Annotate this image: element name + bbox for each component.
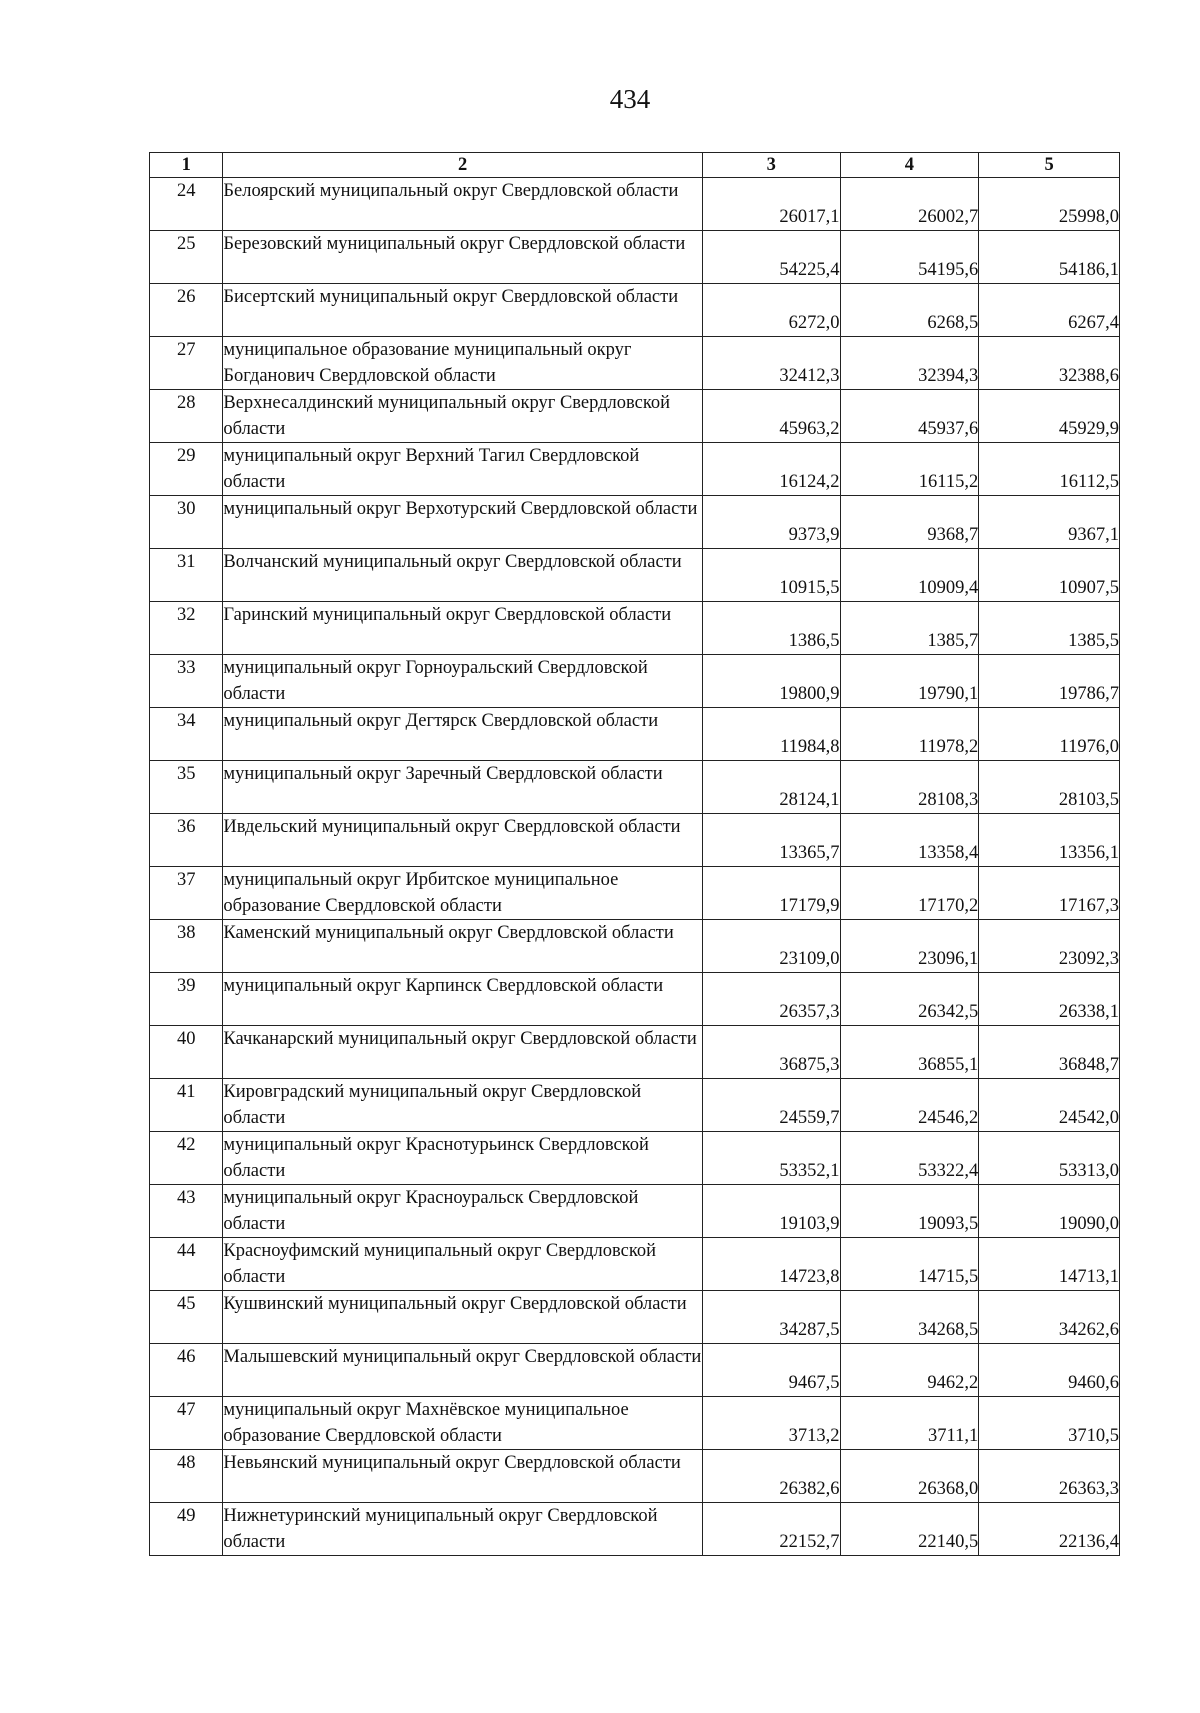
table-body <box>150 178 1120 1556</box>
value-col-4: 23096,1 <box>840 920 979 973</box>
value-col-3: 24559,7 <box>702 1079 840 1132</box>
municipality-name: Гаринский муниципальный округ Свердловской области <box>223 602 702 655</box>
table-row <box>150 920 1120 973</box>
value-col-5: 22136,4 <box>979 1503 1120 1556</box>
municipality-name: Кировградский муниципальный округ Свердловской области <box>223 1079 702 1132</box>
row-number: 39 <box>150 973 223 1026</box>
municipality-name: муниципальный округ Карпинск Свердловской области <box>223 973 702 1026</box>
value-col-5: 32388,6 <box>979 337 1120 390</box>
value-col-3: 16124,2 <box>702 443 840 496</box>
column-header-5: 5 <box>979 153 1120 178</box>
value-col-4: 13358,4 <box>840 814 979 867</box>
table-row <box>150 1397 1120 1450</box>
municipality-name: муниципальное образование муниципальный округ Богданович Свердловской области <box>223 337 702 390</box>
value-col-4: 26368,0 <box>840 1450 979 1503</box>
table-row <box>150 1344 1120 1397</box>
table-row <box>150 443 1120 496</box>
table-row <box>150 1238 1120 1291</box>
value-col-4: 53322,4 <box>840 1132 979 1185</box>
value-col-5: 6267,4 <box>979 284 1120 337</box>
row-number: 27 <box>150 337 223 390</box>
value-col-4: 9462,2 <box>840 1344 979 1397</box>
value-col-3: 26017,1 <box>702 178 840 231</box>
row-number: 32 <box>150 602 223 655</box>
municipality-name: муниципальный округ Верхотурский Свердловской области <box>223 496 702 549</box>
value-col-5: 10907,5 <box>979 549 1120 602</box>
value-col-3: 11984,8 <box>702 708 840 761</box>
value-col-5: 19786,7 <box>979 655 1120 708</box>
row-number: 41 <box>150 1079 223 1132</box>
value-col-4: 14715,5 <box>840 1238 979 1291</box>
municipality-name: Верхнесалдинский муниципальный округ Свердловской области <box>223 390 702 443</box>
table-row <box>150 496 1120 549</box>
value-col-4: 26002,7 <box>840 178 979 231</box>
value-col-4: 3711,1 <box>840 1397 979 1450</box>
value-col-3: 19800,9 <box>702 655 840 708</box>
row-number: 44 <box>150 1238 223 1291</box>
value-col-3: 53352,1 <box>702 1132 840 1185</box>
row-number: 25 <box>150 231 223 284</box>
table-row <box>150 231 1120 284</box>
value-col-5: 16112,5 <box>979 443 1120 496</box>
municipality-name: Березовский муниципальный округ Свердловской области <box>223 231 702 284</box>
column-header-4: 4 <box>840 153 979 178</box>
table-row <box>150 1450 1120 1503</box>
page-number: 434 <box>609 84 651 114</box>
row-number: 38 <box>150 920 223 973</box>
table-row <box>150 1185 1120 1238</box>
value-col-3: 6272,0 <box>702 284 840 337</box>
municipality-name: Каменский муниципальный округ Свердловской области <box>223 920 702 973</box>
value-col-5: 3710,5 <box>979 1397 1120 1450</box>
value-col-5: 9460,6 <box>979 1344 1120 1397</box>
row-number: 29 <box>150 443 223 496</box>
value-col-5: 45929,9 <box>979 390 1120 443</box>
value-col-3: 36875,3 <box>702 1026 840 1079</box>
row-number: 28 <box>150 390 223 443</box>
municipality-name: Красноуфимский муниципальный округ Свердловской области <box>223 1238 702 1291</box>
row-number: 46 <box>150 1344 223 1397</box>
value-col-3: 54225,4 <box>702 231 840 284</box>
table-row <box>150 973 1120 1026</box>
value-col-3: 22152,7 <box>702 1503 840 1556</box>
value-col-3: 26357,3 <box>702 973 840 1026</box>
value-col-4: 1385,7 <box>840 602 979 655</box>
value-col-4: 16115,2 <box>840 443 979 496</box>
municipality-name: муниципальный округ Красноуральск Свердловской области <box>223 1185 702 1238</box>
table-row <box>150 284 1120 337</box>
municipality-name: Малышевский муниципальный округ Свердловской области <box>223 1344 702 1397</box>
value-col-5: 24542,0 <box>979 1079 1120 1132</box>
row-number: 30 <box>150 496 223 549</box>
value-col-5: 53313,0 <box>979 1132 1120 1185</box>
municipality-name: муниципальный округ Верхний Тагил Свердловской области <box>223 443 702 496</box>
municipality-name: Бисертский муниципальный округ Свердловской области <box>223 284 702 337</box>
value-col-5: 17167,3 <box>979 867 1120 920</box>
value-col-3: 34287,5 <box>702 1291 840 1344</box>
municipality-name: Невьянский муниципальный округ Свердловской области <box>223 1450 702 1503</box>
value-col-3: 19103,9 <box>702 1185 840 1238</box>
row-number: 35 <box>150 761 223 814</box>
value-col-3: 13365,7 <box>702 814 840 867</box>
value-col-5: 36848,7 <box>979 1026 1120 1079</box>
table-row <box>150 549 1120 602</box>
column-header-2: 2 <box>223 153 702 178</box>
municipality-name: муниципальный округ Заречный Свердловской области <box>223 761 702 814</box>
value-col-3: 45963,2 <box>702 390 840 443</box>
data-table <box>149 152 1120 1556</box>
value-col-4: 34268,5 <box>840 1291 979 1344</box>
table-row <box>150 390 1120 443</box>
value-col-3: 10915,5 <box>702 549 840 602</box>
municipality-name: Кушвинский муниципальный округ Свердловской области <box>223 1291 702 1344</box>
value-col-3: 1386,5 <box>702 602 840 655</box>
value-col-4: 45937,6 <box>840 390 979 443</box>
value-col-5: 1385,5 <box>979 602 1120 655</box>
value-col-5: 26363,3 <box>979 1450 1120 1503</box>
table-row <box>150 602 1120 655</box>
table-row <box>150 761 1120 814</box>
value-col-5: 14713,1 <box>979 1238 1120 1291</box>
value-col-3: 23109,0 <box>702 920 840 973</box>
value-col-4: 10909,4 <box>840 549 979 602</box>
table-row <box>150 814 1120 867</box>
table-header-row <box>150 153 1120 178</box>
value-col-4: 17170,2 <box>840 867 979 920</box>
value-col-3: 3713,2 <box>702 1397 840 1450</box>
table-row <box>150 337 1120 390</box>
table-row <box>150 708 1120 761</box>
municipality-name: муниципальный округ Ирбитское муниципальное образование Свердловской области <box>223 867 702 920</box>
municipality-name: Ивдельский муниципальный округ Свердловской области <box>223 814 702 867</box>
municipality-name: муниципальный округ Горноуральский Свердловской области <box>223 655 702 708</box>
value-col-3: 9373,9 <box>702 496 840 549</box>
value-col-4: 28108,3 <box>840 761 979 814</box>
municipality-name: Волчанский муниципальный округ Свердловской области <box>223 549 702 602</box>
value-col-4: 9368,7 <box>840 496 979 549</box>
table-row <box>150 867 1120 920</box>
table-row <box>150 1503 1120 1556</box>
row-number: 45 <box>150 1291 223 1344</box>
value-col-4: 36855,1 <box>840 1026 979 1079</box>
value-col-4: 26342,5 <box>840 973 979 1026</box>
row-number: 47 <box>150 1397 223 1450</box>
value-col-5: 19090,0 <box>979 1185 1120 1238</box>
value-col-3: 9467,5 <box>702 1344 840 1397</box>
municipality-name: муниципальный округ Махнёвское муниципальное образование Свердловской области <box>223 1397 702 1450</box>
row-number: 49 <box>150 1503 223 1556</box>
value-col-5: 25998,0 <box>979 178 1120 231</box>
column-header-3: 3 <box>702 153 840 178</box>
value-col-5: 34262,6 <box>979 1291 1120 1344</box>
column-header-1: 1 <box>150 153 223 178</box>
municipality-name: Качканарский муниципальный округ Свердловской области <box>223 1026 702 1079</box>
row-number: 34 <box>150 708 223 761</box>
value-col-5: 11976,0 <box>979 708 1120 761</box>
value-col-4: 22140,5 <box>840 1503 979 1556</box>
value-col-3: 14723,8 <box>702 1238 840 1291</box>
row-number: 24 <box>150 178 223 231</box>
value-col-4: 19790,1 <box>840 655 979 708</box>
value-col-4: 32394,3 <box>840 337 979 390</box>
value-col-5: 54186,1 <box>979 231 1120 284</box>
row-number: 48 <box>150 1450 223 1503</box>
value-col-5: 13356,1 <box>979 814 1120 867</box>
municipality-name: муниципальный округ Дегтярск Свердловской области <box>223 708 702 761</box>
row-number: 42 <box>150 1132 223 1185</box>
value-col-4: 54195,6 <box>840 231 979 284</box>
value-col-5: 26338,1 <box>979 973 1120 1026</box>
value-col-3: 28124,1 <box>702 761 840 814</box>
value-col-4: 24546,2 <box>840 1079 979 1132</box>
value-col-4: 11978,2 <box>840 708 979 761</box>
table-row <box>150 1026 1120 1079</box>
value-col-4: 19093,5 <box>840 1185 979 1238</box>
value-col-5: 28103,5 <box>979 761 1120 814</box>
table-row <box>150 655 1120 708</box>
table-row <box>150 1132 1120 1185</box>
row-number: 36 <box>150 814 223 867</box>
value-col-3: 26382,6 <box>702 1450 840 1503</box>
row-number: 37 <box>150 867 223 920</box>
table-row <box>150 178 1120 231</box>
table-row <box>150 1291 1120 1344</box>
municipality-name: Белоярский муниципальный округ Свердловской области <box>223 178 702 231</box>
value-col-4: 6268,5 <box>840 284 979 337</box>
value-col-5: 23092,3 <box>979 920 1120 973</box>
value-col-3: 32412,3 <box>702 337 840 390</box>
municipality-name: муниципальный округ Краснотурьинск Свердловской области <box>223 1132 702 1185</box>
municipality-name: Нижнетуринский муниципальный округ Свердловской области <box>223 1503 702 1556</box>
table-row <box>150 1079 1120 1132</box>
row-number: 43 <box>150 1185 223 1238</box>
row-number: 33 <box>150 655 223 708</box>
row-number: 31 <box>150 549 223 602</box>
value-col-3: 17179,9 <box>702 867 840 920</box>
row-number: 40 <box>150 1026 223 1079</box>
row-number: 26 <box>150 284 223 337</box>
value-col-5: 9367,1 <box>979 496 1120 549</box>
